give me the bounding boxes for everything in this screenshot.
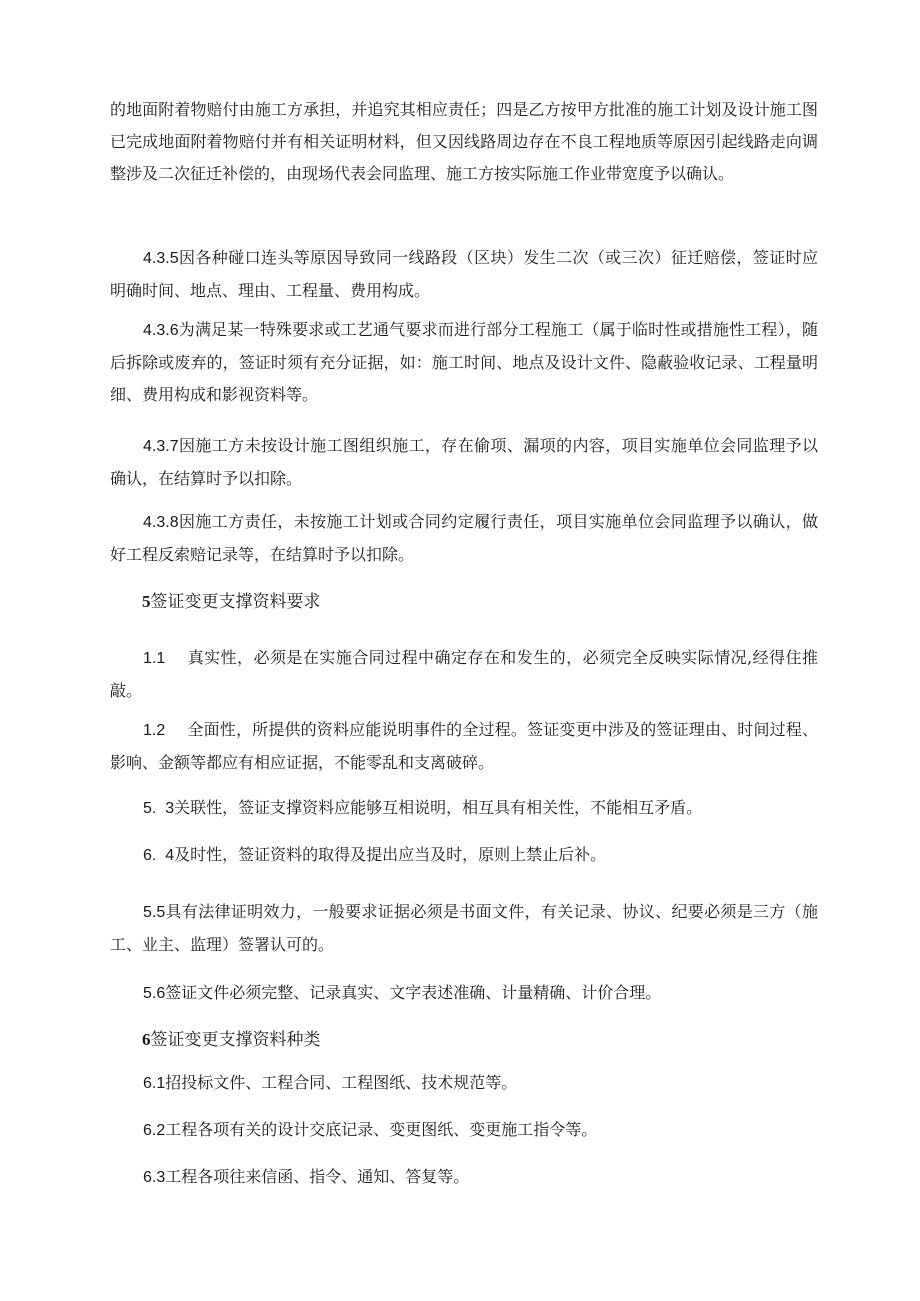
item-5-3 [110, 792, 818, 825]
paragraph-continuation: 的地面附着物赔付由施工方承担，并追究其相应责任；四是乙方按甲方批准的施工计划及设计施工图已完成地面附着物赔付并有相关证明材料，但又因线路周边存在不良工程地质等原因引起线路走向调整涉及二次征迁补偿的，由现场代表会同监理、施工方按实际施工作业带宽度予以确认。 [110, 100, 818, 183]
item-text: 关联性，签证支撑资料应能够互相说明，相互具有相关性，不能相互矛盾。 [174, 798, 703, 817]
item-text: 招投标文件、工程合同、工程图纸、技术规范等。 [165, 1073, 518, 1092]
paragraph-4-3-7 [110, 430, 818, 495]
item-text: 具有法律证明效力，一般要求证据必须是书面文件，有关记录、协议、纪要必须是三方（施工、业主、监理）签署认可的。 [110, 902, 818, 954]
section-6-heading [142, 1024, 321, 1056]
clause-text: 因施工方未按设计施工图组织施工，存在偷项、漏项的内容，项目实施单位会同监理予以确认，在结算时予以扣除。 [110, 436, 818, 488]
item-text: 工程各项往来信函、指令、通知、答复等。 [165, 1167, 470, 1186]
clause-text: 为满足某一特殊要求或工艺通气要求而进行部分工程施工（属于临时性或措施性工程），随后拆除或废弃的，签证时须有充分证据，如：施工时间、地点及设计文件、隐蔽验收记录、工程量明细、费用构成和影视资料等。 [110, 320, 818, 404]
paragraph-4-3-6 [110, 314, 818, 411]
item-number: 6.2 [143, 1122, 166, 1139]
item-number: 1.1 [143, 650, 166, 667]
section-5-heading [142, 586, 321, 618]
item-text: 工程各项有关的设计交底记录、变更图纸、变更施工指令等。 [165, 1120, 598, 1139]
section-title: 签证变更支撑资料种类 [150, 1030, 321, 1050]
clause-number: 4.3.5 [143, 250, 179, 267]
paragraph-4-3-8 [110, 506, 818, 571]
item-5-4 [110, 839, 818, 872]
item-5-2 [110, 714, 818, 779]
item-number: 6.3 [143, 1169, 166, 1186]
item-number: 5.5 [143, 904, 166, 921]
item-6-1 [110, 1067, 818, 1100]
item-6-3 [110, 1161, 818, 1194]
item-5-6 [110, 977, 818, 1010]
item-number: 6.1 [143, 1075, 166, 1092]
paragraph-4-3-5 [110, 242, 818, 307]
item-text: 全面性，所提供的资料应能说明事件的全过程。签证变更中涉及的签证理由、时间过程、影响、金额等都应有相应证据，不能零乱和支离破碎。 [110, 720, 818, 772]
item-5-1 [110, 642, 818, 707]
item-6-2 [110, 1114, 818, 1147]
clause-text: 因各种碰口连头等原因导致同一线路段（区块）发生二次（或三次）征迁赔偿，签证时应明确时间、地点、理由、工程量、费用构成。 [110, 248, 818, 300]
item-number: 5. 3 [143, 800, 175, 817]
clause-text: 因施工方责任，未按施工计划或合同约定履行责任，项目实施单位会同监理予以确认，做好工程反索赔记录等，在结算时予以扣除。 [110, 512, 818, 564]
clause-number: 4.3.8 [143, 514, 179, 531]
item-5-5 [110, 896, 818, 961]
section-title: 签证变更支撑资料要求 [150, 592, 321, 612]
section-number: 6 [142, 1030, 151, 1049]
item-number: 6. 4 [143, 847, 175, 864]
clause-number: 4.3.6 [143, 322, 179, 339]
item-text: 真实性，必须是在实施合同过程中确定存在和发生的，必须完全反映实际情况,经得住推敲。 [110, 648, 818, 700]
item-number: 1.2 [143, 722, 166, 739]
item-number: 5.6 [143, 985, 166, 1002]
item-text: 及时性，签证资料的取得及提出应当及时，原则上禁止后补。 [174, 845, 607, 864]
clause-number: 4.3.7 [143, 438, 179, 455]
section-number: 5 [142, 592, 151, 611]
item-text: 签证文件必须完整、记录真实、文字表述准确、计量精确、计价合理。 [165, 983, 662, 1002]
